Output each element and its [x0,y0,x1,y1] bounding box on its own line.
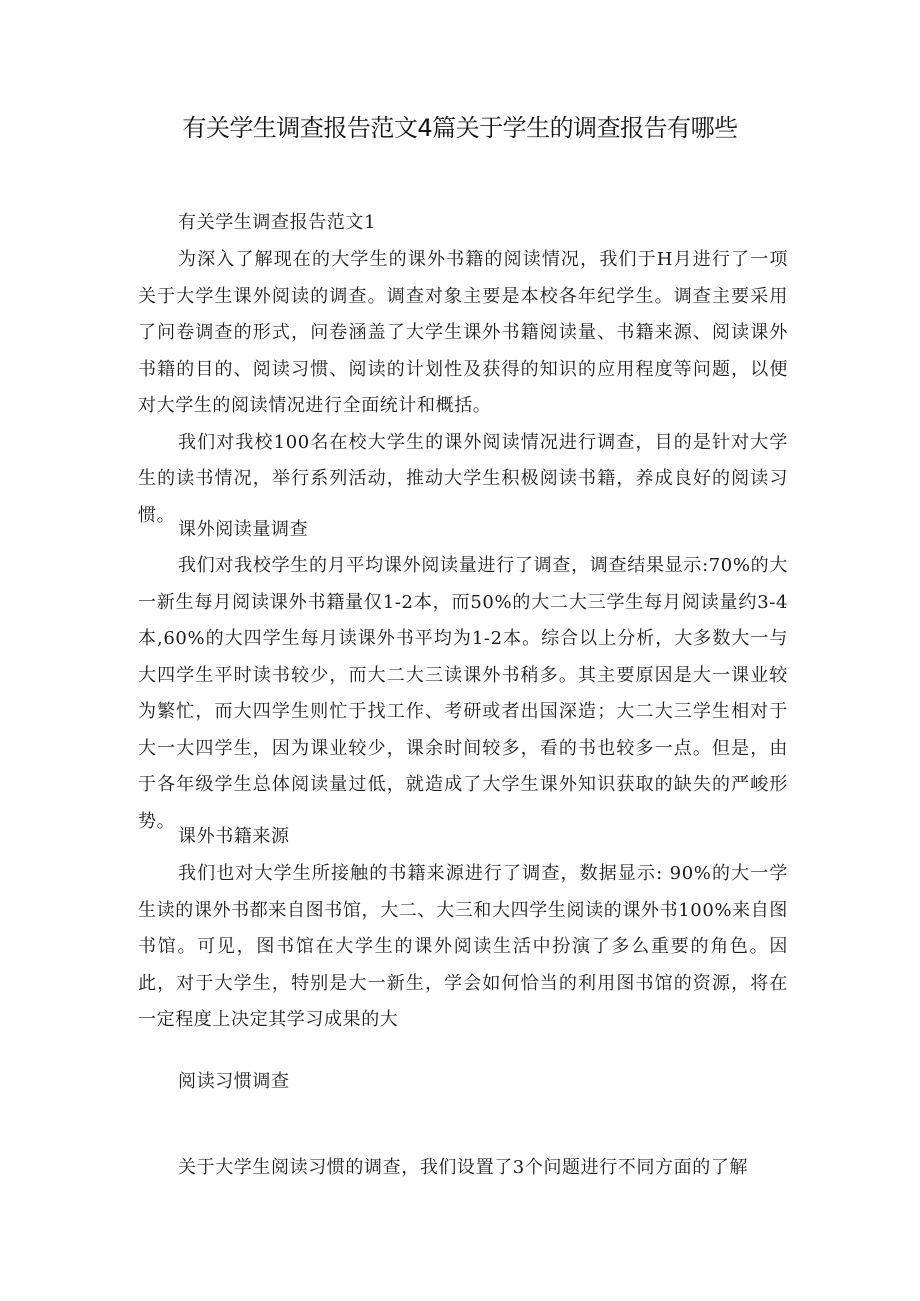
reading-habits-block [138,1150,788,1187]
book-source-heading: 课外书籍来源 [178,826,290,847]
intro-block [138,242,788,534]
reading-habits-heading: 阅读习惯调查 [178,1071,290,1092]
reading-habits-paragraph: 关于大学生阅读习惯的调查，我们设置了3个问题进行不同方面的了解 [178,1157,749,1178]
book-source-paragraph: 我们也对大学生所接触的书籍来源进行了调查，数据显示: 90%的大一学生读的课外书都来自图书馆，大二、大三和大四学生阅读的课外书100%来自图书馆。可见，图书馆在大学生的课外阅读生活中扮演了多么重要的角色。因此，对于大学生，特别是大一新生，学会如何恰当的利用图书馆的资源，将在一定程度上决定其学习成果的大 [138,863,788,1030]
reading-volume-paragraph: 我们对我校学生的月平均课外阅读量进行了调查，调查结果显示:70%的大一新生每月阅读课外书籍量仅1-2本，而50%的大二大三学生每月阅读量约3-4本,60%的大四学生每月读课外书平均为1-2本。综合以上分析，大多数大一与大四学生平时读书较少，而大二大三读课外书稍多。其主要原因是大一课业较为繁忙，而大四学生则忙于找工作、考研或者出国深造；大二大三学生相对于大一大四学生，因为课业较少，课余时间较多，看的书也较多一点。但是，由于各年级学生总体阅读量过低，就造成了大学生课外知识获取的缺失的严峻形势。 [138,555,788,832]
reading-volume-block [138,548,788,840]
section-heading: 有关学生调查报告范文1 [178,212,377,233]
intro-paragraph: 我们对我校100名在校大学生的课外阅读情况进行调查，目的是针对大学生的读书情况，举行系列活动，推动大学生积极阅读书籍，养成良好的阅读习惯。 [138,431,788,526]
document-title: 有关学生调查报告范文4篇关于学生的调查报告有哪些 [182,114,738,142]
intro-paragraph: 为深入了解现在的大学生的课外书籍的阅读情况，我们于H月进行了一项关于大学生课外阅读的调查。调查对象主要是本校各年纪学生。调查主要采用了问卷调查的形式，问卷涵盖了大学生课外书籍阅读量、书籍来源、阅读课外书籍的目的、阅读习惯、阅读的计划性及获得的知识的应用程度等问题，以便对大学生的阅读情况进行全面统计和概括。 [138,249,788,416]
reading-volume-heading: 课外阅读量调查 [178,519,309,540]
book-source-block [138,856,788,1039]
